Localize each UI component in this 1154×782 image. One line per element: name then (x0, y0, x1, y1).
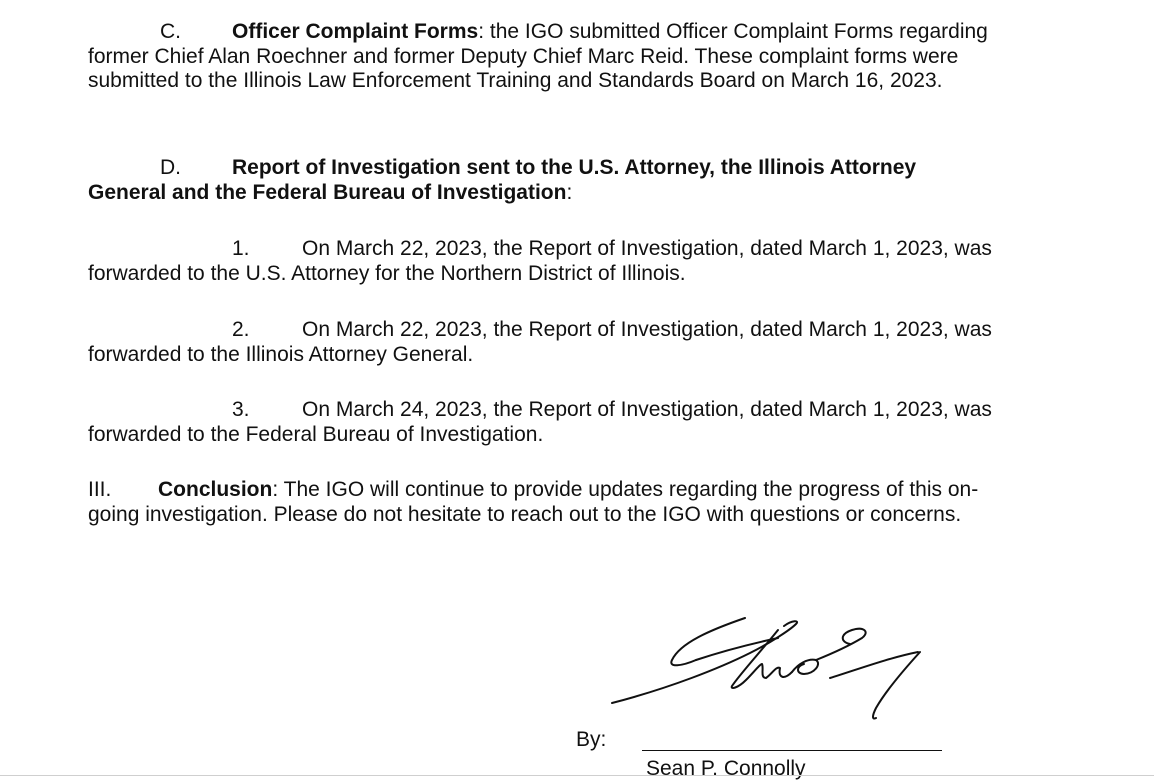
list-item-number: 1. (232, 237, 250, 260)
list-item-number: 3. (232, 398, 250, 421)
list-item-text: On March 22, 2023, the Report of Investigation, dated March 1, 2023, was forwarded to the Illinois Attorney General. (88, 318, 992, 366)
conclusion-body: : The IGO will continue to provide updates regarding the progress of this on-going investigation. Please do not hesitate to reach out to the IGO with questions or concerns. (88, 478, 979, 526)
conclusion-label: III. (88, 478, 112, 501)
list-item (88, 318, 998, 367)
by-label: By: (576, 728, 607, 751)
list-item-text: On March 24, 2023, the Report of Investigation, dated March 1, 2023, was forwarded to the Federal Bureau of Investigation. (88, 398, 992, 446)
section-c-body: : the IGO submitted Officer Complaint Forms regarding former Chief Alan Roechner and former Deputy Chief Marc Reid. These complaint forms were submitted to the Illinois Law Enforcement Training and Standards Board on March 16, 2023. (88, 20, 988, 92)
conclusion-paragraph (88, 478, 998, 527)
handwritten-signature (600, 608, 940, 728)
section-c-paragraph (88, 20, 998, 94)
section-c-heading: Officer Complaint Forms (232, 20, 479, 43)
page-bottom-edge (0, 775, 1154, 776)
signature-line (642, 750, 942, 751)
section-d-paragraph (88, 156, 998, 205)
section-d-heading: Report of Investigation sent to the U.S. Attorney, the Illinois Attorney General and the Federal Bureau of Investigation (88, 156, 917, 204)
signer-name: Sean P. Connolly (646, 757, 806, 780)
conclusion-heading: Conclusion (158, 478, 273, 501)
list-item-number: 2. (232, 318, 250, 341)
section-d-label: D. (160, 156, 181, 179)
list-item (88, 237, 998, 286)
section-d-heading-colon: : (566, 180, 573, 204)
list-item (88, 398, 998, 447)
section-c-label: C. (160, 20, 181, 43)
list-item-text: On March 22, 2023, the Report of Investigation, dated March 1, 2023, was forwarded to the U.S. Attorney for the Northern District of Illinois. (88, 237, 992, 285)
